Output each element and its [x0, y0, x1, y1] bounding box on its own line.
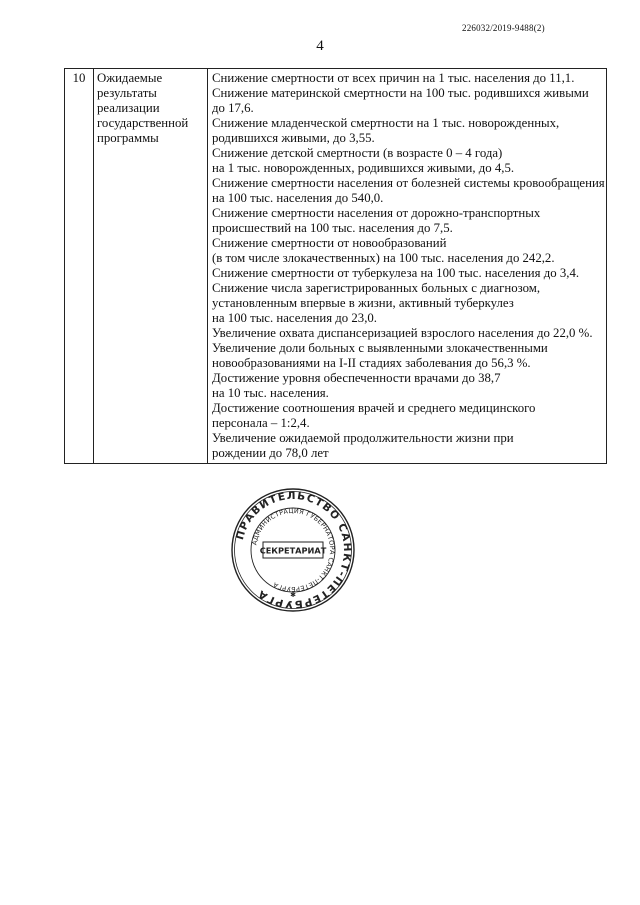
content-line: на 100 тыс. населения до 540,0. [212, 191, 384, 205]
content-line: Снижение смертности населения от дорожно-транспортных [212, 206, 541, 220]
label-line: государственной [97, 116, 189, 130]
program-table [64, 68, 607, 464]
content-line: Достижение соотношения врачей и среднего медицинского [212, 401, 536, 415]
content-line: Снижение детской смертности (в возрасте 0 – 4 года) [212, 146, 503, 160]
content-line: до 17,6. [212, 101, 254, 115]
stamp-inner-text: АДМИНИСТРАЦИЯ ГУБЕРНАТОРА САНКТ-ПЕТЕРБУРГА [250, 506, 337, 594]
row-label [94, 69, 208, 464]
stamp-outer-text: ПРАВИТЕЛЬСТВО САНКТ-ПЕТЕРБУРГА [234, 489, 354, 611]
content-line: персонала – 1:2,4. [212, 416, 310, 430]
table-row [65, 69, 607, 464]
content-line: на 10 тыс. населения. [212, 386, 329, 400]
content-line: Снижение числа зарегистрированных больных с диагнозом, [212, 281, 541, 295]
content-line: рождении до 78,0 лет [212, 446, 329, 460]
label-line: программы [97, 131, 159, 145]
content-line: Увеличение охвата диспансеризацией взрослого населения до 22,0 %. [212, 326, 593, 340]
content-line: (в том числе злокачественных) на 100 тыс. населения до 242,2. [212, 251, 555, 265]
content-line: Увеличение ожидаемой продолжительности жизни при [212, 431, 514, 445]
stamp-center-text: СЕКРЕТАРИАТ [259, 545, 327, 556]
content-line: Снижение младенческой смертности на 1 тыс. новорожденных, [212, 116, 560, 130]
content-line: происшествий на 100 тыс. населения до 7,5. [212, 221, 453, 235]
official-stamp [230, 487, 356, 613]
content-line: Снижение смертности от туберкулеза на 100 тыс. населения до 3,4. [212, 266, 580, 280]
stamp-star-icon: ✱ [290, 591, 296, 599]
content-line: новообразованиями на I-II стадиях заболевания до 56,3 %. [212, 356, 531, 370]
row-number: 10 [65, 69, 94, 464]
page-number: 4 [316, 38, 324, 54]
content-line: Снижение материнской смертности на 100 тыс. родившихся живыми [212, 86, 589, 100]
content-line: Снижение смертности населения от болезней системы кровообращения [212, 176, 605, 190]
content-line: на 1 тыс. новорожденных, родившихся живыми, до 4,5. [212, 161, 515, 175]
content-line: Снижение смертности от новообразований [212, 236, 447, 250]
content-line: родившихся живыми, до 3,55. [212, 131, 375, 145]
content-line: Снижение смертности от всех причин на 1 тыс. населения до 11,1. [212, 71, 575, 85]
content-line: на 100 тыс. населения до 23,0. [212, 311, 377, 325]
content-line: Достижение уровня обеспеченности врачами до 38,7 [212, 371, 501, 385]
document-id: 226032/2019-9488(2) [462, 23, 545, 33]
row-content [208, 69, 607, 464]
label-line: результаты [97, 86, 157, 100]
content-line: установленным впервые в жизни, активный туберкулез [212, 296, 514, 310]
label-line: реализации [97, 101, 160, 115]
content-line: Увеличение доли больных с выявленными злокачественными [212, 341, 548, 355]
label-line: Ожидаемые [97, 71, 163, 85]
